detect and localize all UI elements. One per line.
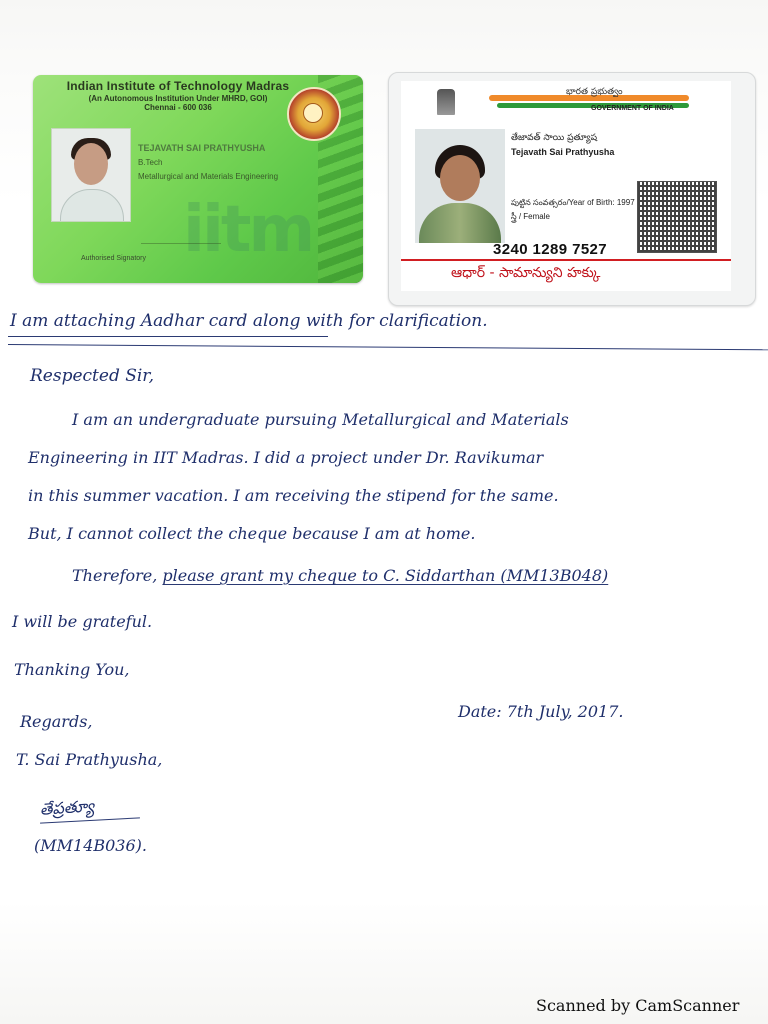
aadhaar-motto: ఆధార్ - సామాన్యుని హక్కు [451,265,601,281]
body-line-3: in this summer vacation. I am receiving the stipend for the same. [28,486,559,505]
qr-code-icon [637,181,717,253]
roll-number: (MM14B036). [34,836,147,855]
iit-logo-icon [287,87,341,141]
institute-name: Indian Institute of Technology Madras [66,79,290,93]
regards-line: Regards, [20,712,93,731]
iit-id-card [33,75,363,283]
body-line-4: But, I cannot collect the cheque because I am at home. [28,524,476,543]
request-underlined: please grant my cheque to C. Siddarthan (MM13B048) [162,566,609,585]
aadhaar-gender: స్త్రీ / Female [511,212,550,221]
iit-card-footer: Authorised Signatory [81,255,146,262]
national-emblem-icon [437,89,455,115]
body-line-2: Engineering in IIT Madras. I did a project under Dr. Ravikumar [28,448,544,467]
salutation: Respected Sir, [30,366,154,386]
institute-subtitle: (An Autonomous Institution Under MHRD, GOI) [88,94,268,103]
photo-face [74,143,108,185]
request-line [72,566,608,585]
attachment-note: I am attaching Aadhar card along with for clarification. [10,311,488,331]
aadhaar-name-english: Tejavath Sai Prathyusha [511,147,615,157]
iit-card-header [33,79,323,112]
thanks-line: Thanking You, [14,660,130,679]
separator-line [8,344,768,350]
iit-card-photo [51,128,131,222]
handwritten-signature: తేప్రత్యూ [39,796,95,819]
iit-card-program: B.Tech [138,158,163,167]
body-line-1: I am an undergraduate pursuing Metallurgical and Materials [72,410,569,429]
sender-name: T. Sai Prathyusha, [16,750,163,769]
aadhaar-card [388,72,756,306]
photo-body [419,203,501,243]
iit-card-department: Metallurgical and Materials Engineering [138,172,279,181]
institute-city: Chennai - 600 036 [144,103,212,112]
aadhaar-card-face [401,81,731,291]
iit-card-details [138,143,308,186]
aadhaar-red-rule [401,259,731,261]
photo-body [60,189,124,222]
iit-card-name: TEJAVATH SAI PRATHYUSHA [138,143,266,153]
camscanner-watermark: Scanned by CamScanner [536,996,740,1015]
iit-watermark: iitm [183,193,313,267]
aadhaar-year-of-birth: పుట్టిన సంవత్సరం/Year of Birth: 1997 [511,198,635,207]
grateful-line: I will be grateful. [12,612,153,631]
date-line: Date: 7th July, 2017. [458,702,624,721]
aadhaar-name-telugu: తేజావత్ సాయి ప్రత్యూష [511,133,598,143]
aadhaar-photo [415,129,505,243]
government-english: GOVERNMENT OF INDIA [591,105,674,112]
note-underline [8,336,328,337]
iit-card-signature [141,225,221,244]
request-prefix: Therefore, [72,566,158,585]
photo-face [440,155,480,201]
government-telugu: భారత ప్రభుత్వం [566,87,623,97]
aadhaar-number: 3240 1289 7527 [493,241,608,258]
